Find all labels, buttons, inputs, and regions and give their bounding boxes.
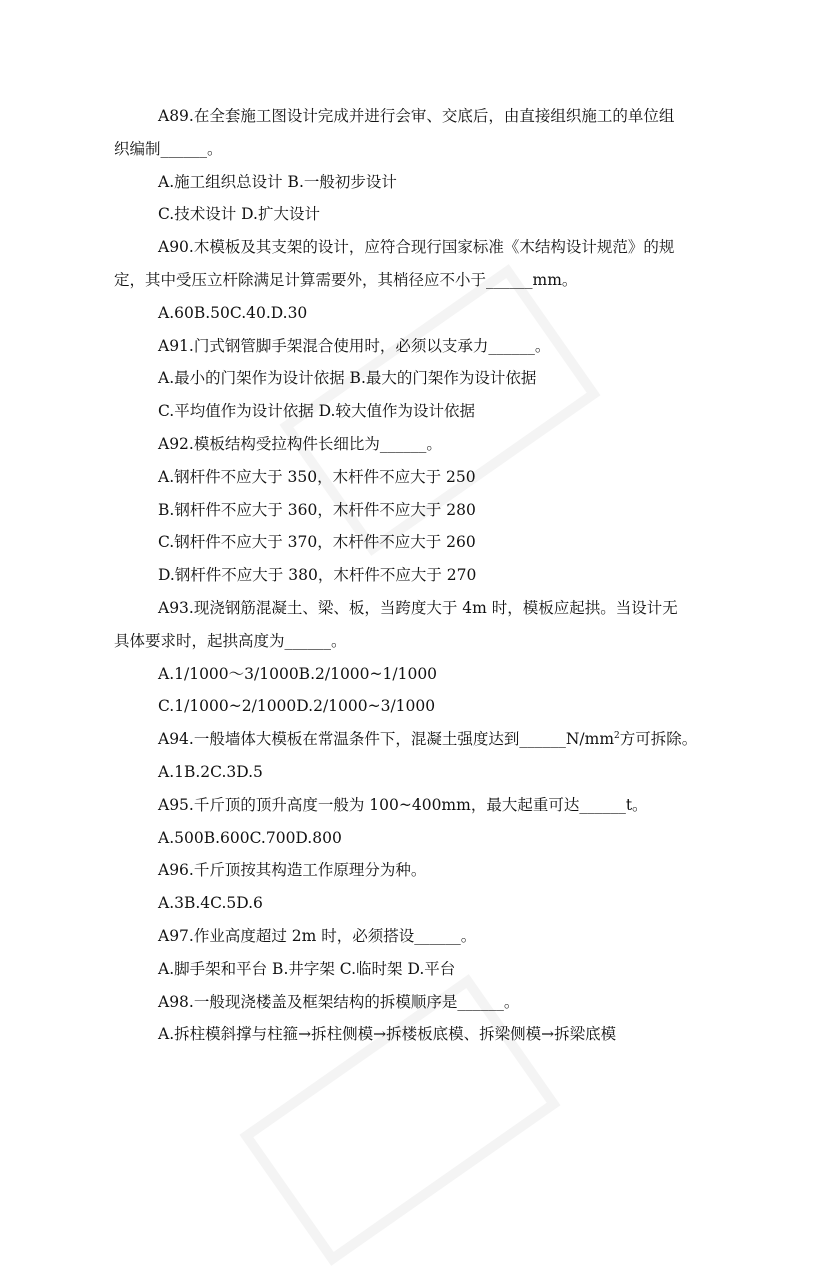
question-stem: A93.现浇钢筋混凝土、梁、板，当跨度大于 4m 时，模板应起拱。当设计无: [158, 598, 678, 617]
question-stem-cont: 织编制______。: [114, 139, 223, 158]
superscript: 2: [614, 730, 620, 741]
question-stem: A97.作业高度超过 2m 时，必须搭设______。: [158, 926, 477, 945]
question-stem: A92.模板结构受拉构件长细比为______。: [158, 434, 442, 453]
question-stem-cont: 定，其中受压立杆除满足计算需要外，其梢径应不小于______mm。: [114, 270, 578, 289]
answer-options: C.钢杆件不应大于 370，木杆件不应大于 260: [158, 533, 476, 552]
answer-options: A.60B.50C.40.D.30: [158, 303, 308, 322]
stem-text: A94.一般墙体大模板在常温条件下，混凝土强度达到______N/mm: [158, 730, 615, 749]
answer-options: A.1/1000～3/1000B.2/1000~1/1000: [158, 664, 438, 683]
answer-options: A.1B.2C.3D.5: [158, 762, 263, 781]
question-stem: A95.千斤顶的顶升高度一般为 100~400mm，最大起重可达______t。: [158, 795, 648, 814]
question-stem: A96.千斤顶按其构造工作原理分为种。: [158, 861, 427, 880]
answer-options: A.钢杆件不应大于 350，木杆件不应大于 250: [158, 467, 476, 486]
answer-options: C.平均值作为设计依据 D.较大值作为设计依据: [158, 402, 475, 421]
question-stem: [114, 723, 718, 756]
answer-options: B.钢杆件不应大于 360，木杆件不应大于 280: [158, 500, 476, 519]
question-stem: A89.在全套施工图设计完成并进行会审、交底后，由直接组织施工的单位组: [158, 107, 675, 125]
answer-options: A.最小的门架作为设计依据 B.最大的门架作为设计依据: [158, 369, 537, 388]
stem-text-end: 方可拆除。: [619, 730, 698, 749]
document-page: [114, 100, 718, 1051]
question-stem: A90.木模板及其支架的设计，应符合现行国家标准《木结构设计规范》的规: [158, 238, 675, 257]
answer-options: A.施工组织总设计 B.一般初步设计: [158, 172, 397, 191]
answer-options: A.拆柱模斜撑与柱箍→拆柱侧模→拆楼板底模、拆梁侧模→拆梁底模: [158, 1025, 617, 1044]
answer-options: C.技术设计 D.扩大设计: [158, 205, 320, 224]
question-stem: A98.一般现浇楼盖及框架结构的拆模顺序是______。: [158, 992, 520, 1011]
answer-options: A.500B.600C.700D.800: [158, 828, 342, 847]
answer-options: D.钢杆件不应大于 380，木杆件不应大于 270: [158, 566, 477, 585]
answer-options: C.1/1000~2/1000D.2/1000~3/1000: [158, 697, 436, 716]
answer-options: A.脚手架和平台 B.井字架 C.临时架 D.平台: [158, 959, 456, 978]
answer-options: A.3B.4C.5D.6: [158, 894, 263, 913]
question-stem-cont: 具体要求时，起拱高度为______。: [114, 631, 347, 650]
question-stem: A91.门式钢管脚手架混合使用时，必须以支承力______。: [158, 336, 551, 355]
